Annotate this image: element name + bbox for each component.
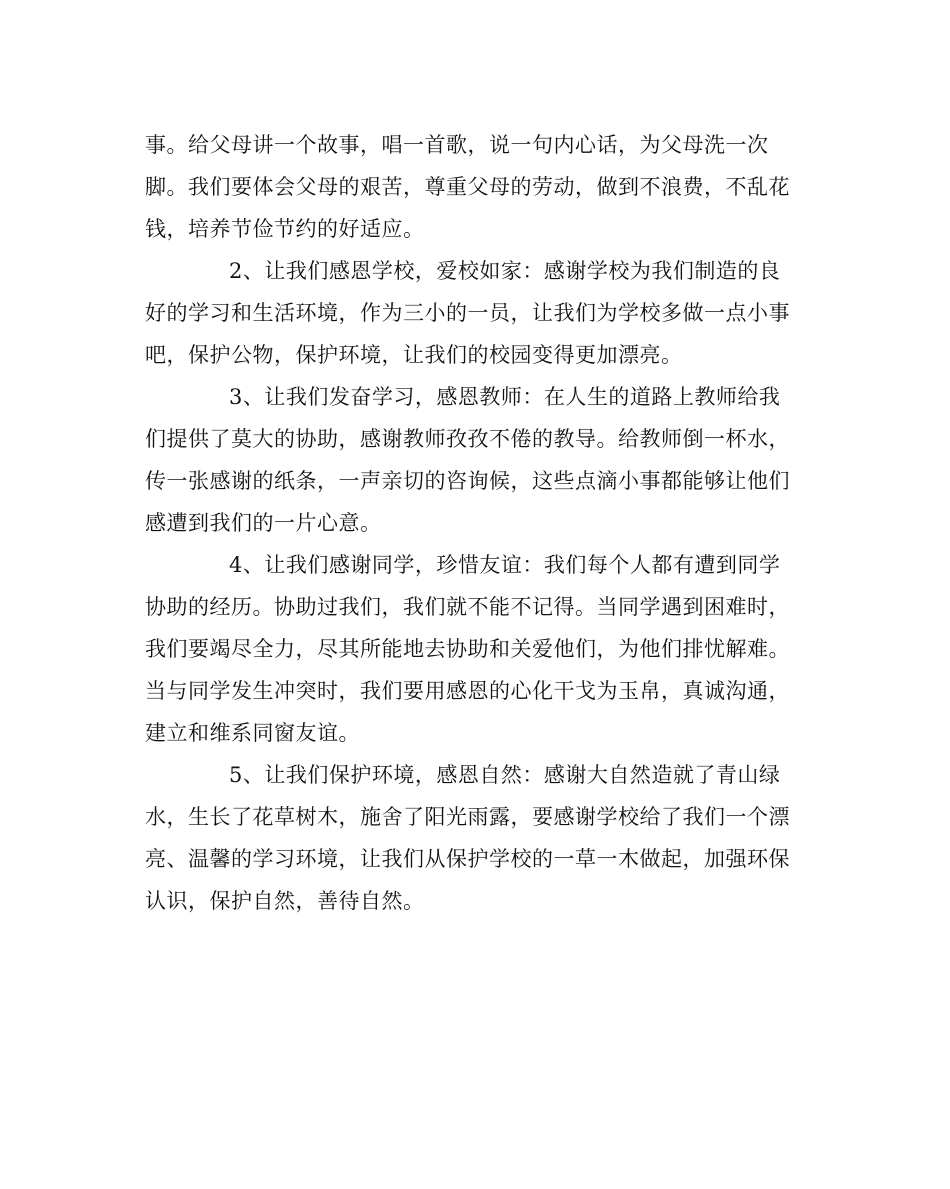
text-line: 协助的经历。协助过我们，我们就不能不记得。当同学遇到困难时， (145, 595, 790, 619)
text-line: 当与同学发生冲突时，我们要用感恩的心化干戈为玉帛，真诚沟通， (145, 679, 790, 703)
text-line: 2、让我们感恩学校，爱校如家：感谢学校为我们制造的良 (229, 259, 781, 283)
text-line: 脚。我们要体会父母的艰苦，尊重父母的劳动，做到不浪费，不乱花 (145, 175, 790, 199)
text-line: 吧，保护公物，保护环境，让我们的校园变得更加漂亮。 (145, 343, 683, 367)
text-line: 亮、温馨的学习环境，让我们从保护学校的一草一木做起，加强环保 (145, 847, 790, 871)
paragraph-school (145, 250, 805, 376)
paragraph-parents (145, 124, 805, 250)
text-line: 事。给父母讲一个故事，唱一首歌，说一句内心话，为父母洗一次 (145, 133, 769, 157)
text-line: 我们要竭尽全力，尽其所能地去协助和关爱他们，为他们排忧解难。 (145, 637, 790, 661)
text-line: 4、让我们感谢同学，珍惜友谊：我们每个人都有遭到同学 (229, 553, 781, 577)
text-line: 建立和维系同窗友谊。 (145, 721, 360, 745)
text-line: 水，生长了花草树木，施舍了阳光雨露，要感谢学校给了我们一个漂 (145, 805, 790, 829)
paragraph-nature (145, 754, 805, 922)
text-line: 钱，培养节俭节约的好适应。 (145, 217, 425, 241)
text-line: 好的学习和生活环境，作为三小的一员，让我们为学校多做一点小事 (145, 301, 790, 325)
text-line: 们提供了莫大的协助，感谢教师孜孜不倦的教导。给教师倒一杯水， (145, 427, 790, 451)
paragraph-teachers (145, 376, 805, 544)
paragraph-classmates (145, 544, 805, 754)
text-line: 5、让我们保护环境，感恩自然：感谢大自然造就了青山绿 (229, 763, 781, 787)
text-line: 认识，保护自然，善待自然。 (145, 889, 425, 913)
text-line: 3、让我们发奋学习，感恩教师：在人生的道路上教师给我 (229, 385, 781, 409)
text-line: 传一张感谢的纸条，一声亲切的咨询候，这些点滴小事都能够让他们 (145, 469, 790, 493)
text-line: 感遭到我们的一片心意。 (145, 511, 382, 535)
document-body (145, 124, 805, 922)
